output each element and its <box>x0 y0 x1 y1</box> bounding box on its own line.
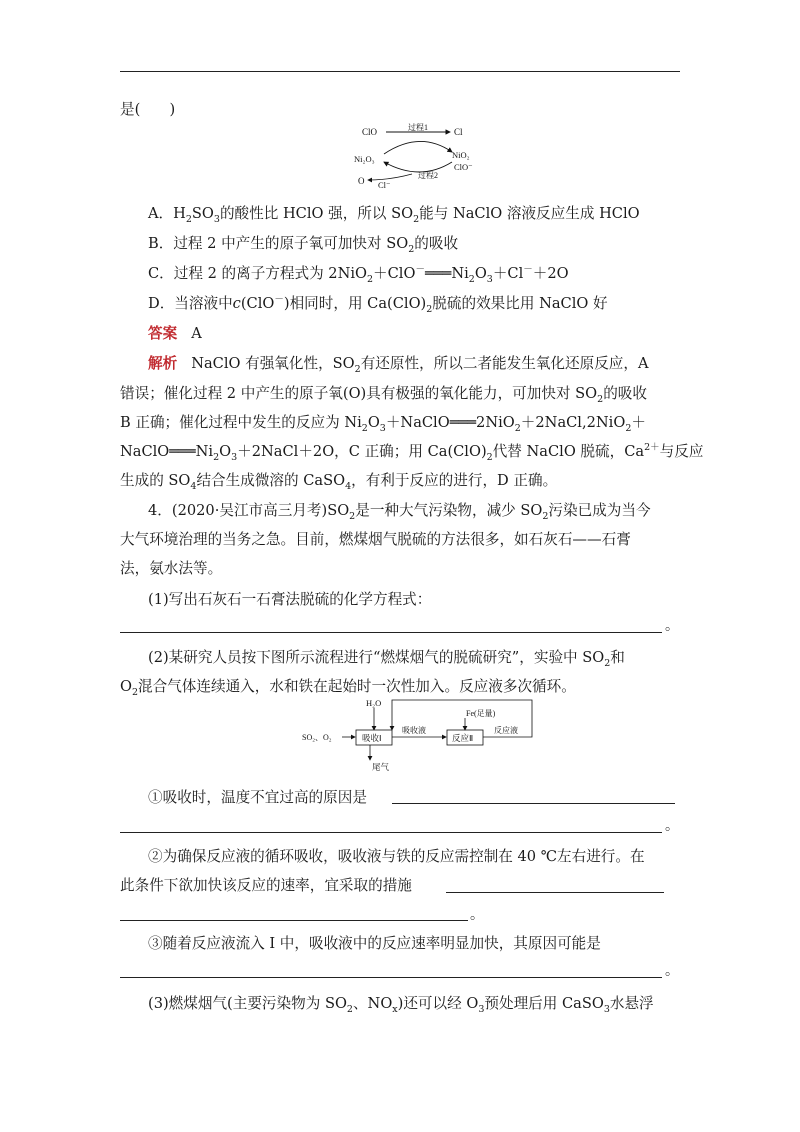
clo-minus-label: ClO⁻ <box>454 162 473 172</box>
period-2: 。 <box>665 818 679 834</box>
upper-cycle-arrow <box>384 141 452 154</box>
reactor-label: 反应Ⅱ <box>452 733 474 743</box>
subquestion-2-line-1: (2)某研究人员按下图所示流程进行“燃煤烟气的脱硫研究”，实验中 $SO_2$和 <box>148 649 625 669</box>
period-1: 。 <box>665 618 679 634</box>
catalysis-cycle-diagram <box>350 122 485 192</box>
analysis-label: 解析 <box>148 355 178 372</box>
question-4-line-1: 4．(2020·吴江市高三月考)$SO_2$是一种大气污染物，减少 $SO_2$污染已成为当今 <box>148 502 651 522</box>
analysis-line-4: $NaClO═══Ni_2O_3+2NaCl+2O$，C 正确；用 $Ca(ClO)_2$代替 NaClO 脱硫，$Ca^{2+}$与反应 <box>120 442 704 463</box>
subquestion-1: (1)写出石灰石一石膏法脱硫的化学方程式： <box>148 591 432 608</box>
absorber-label: 吸收Ⅰ <box>362 733 382 743</box>
answer-blank-3b[interactable] <box>120 920 468 921</box>
h2o-label: H₂O <box>366 698 382 708</box>
process1-label: 过程1 <box>408 123 428 132</box>
subquestion-2-line-2: $O_2$混合气体连续通入，水和铁在起始时一次性加入。反应液多次循环。 <box>120 678 576 698</box>
option-d: D．当溶液中c(ClO－)相同时，用 $Ca(ClO)_2$脱硫的效果比用 NaClO 好 <box>148 294 608 315</box>
nio2-label: NiO₂ <box>452 150 470 160</box>
header-rule <box>120 71 680 72</box>
period-4: 。 <box>665 963 679 979</box>
answer-blank-4[interactable] <box>120 977 662 978</box>
ni2o3-label: Ni₂O₃ <box>354 154 375 164</box>
tail-gas-label: 尾气 <box>372 762 390 772</box>
answer-label: 答案 <box>148 325 178 342</box>
analysis-line-2: 错误；催化过程 2 中产生的原子氧(O)具有极强的氧化能力，可加快对 $SO_2$的吸收 <box>120 385 647 405</box>
question-4-line-2: 大气环境治理的当务之急。目前，燃煤烟气脱硫的方法很多，如石灰石——石膏 <box>120 531 631 548</box>
subquestion-2-2-line-1: ②为确保反应液的循环吸收，吸收液与铁的反应需控制在 40 ℃左右进行。在 <box>148 848 645 865</box>
answer-blank-1[interactable] <box>120 632 662 633</box>
analysis-line-1: 解析 NaClO 有强氧化性，$SO_2$有还原性，所以二者能发生氧化还原反应，A <box>148 355 649 375</box>
clo-label: ClO <box>362 127 378 137</box>
cl-label: Cl <box>454 127 463 137</box>
answer-blank-3a[interactable] <box>446 892 664 893</box>
subquestion-2-3: ③随着反应液流入 Ⅰ 中，吸收液中的反应速率明显加快，其原因可能是 <box>148 935 601 952</box>
analysis-line-3: B 正确；催化过程中发生的反应为 $Ni_2O_3+NaClO═══2NiO_2+2NaCl,2NiO_2+$ <box>120 414 646 434</box>
option-c: C．过程 2 的离子方程式为 $2NiO_2+ClO^-═══Ni_2O_3+Cl^-+2O$ <box>148 264 569 285</box>
cl-minus-label: Cl⁻ <box>378 180 391 190</box>
answer-blank-2b[interactable] <box>120 832 662 833</box>
subquestion-2-2-line-2: 此条件下欲加快该反应的速率，宜采取的措施 <box>120 877 412 894</box>
subquestion-3: (3)燃煤烟气(主要污染物为 $SO_2$、$NO_x$)还可以经 $O_3$预处理后用 CaSO$_3$水悬浮 <box>148 995 654 1015</box>
o-label: O <box>358 176 365 186</box>
answer-value: A <box>191 325 202 342</box>
question-4-line-3: 法，氨水法等。 <box>120 560 223 577</box>
reaction-liquid-label: 反应液 <box>494 726 518 735</box>
option-a: A．$H_2SO_3$的酸性比 HClO 强，所以 $SO_2$能与 NaClO 溶液反应生成 HClO <box>148 205 640 225</box>
analysis-line-5: 生成的 $SO_4$结合生成微溶的 CaSO$_4$，有利于反应的进行，D 正确。 <box>120 472 558 492</box>
option-b: B．过程 2 中产生的原子氧可加快对 $SO_2$的吸收 <box>148 235 459 255</box>
absorbed-liquid-label: 吸收液 <box>402 726 426 735</box>
process2-label: 过程2 <box>418 171 438 180</box>
desulfurization-flowchart <box>300 696 545 774</box>
period-3: 。 <box>470 907 484 923</box>
answer-line <box>148 324 202 344</box>
fe-label: Fe(足量) <box>466 709 496 718</box>
question-stem-tail: 是( ) <box>120 101 176 118</box>
feed-gas-label: SO₂、O₂ <box>302 733 332 742</box>
subquestion-2-1: ①吸收时，温度不宜过高的原因是 <box>148 789 367 806</box>
answer-blank-2a[interactable] <box>392 803 675 804</box>
